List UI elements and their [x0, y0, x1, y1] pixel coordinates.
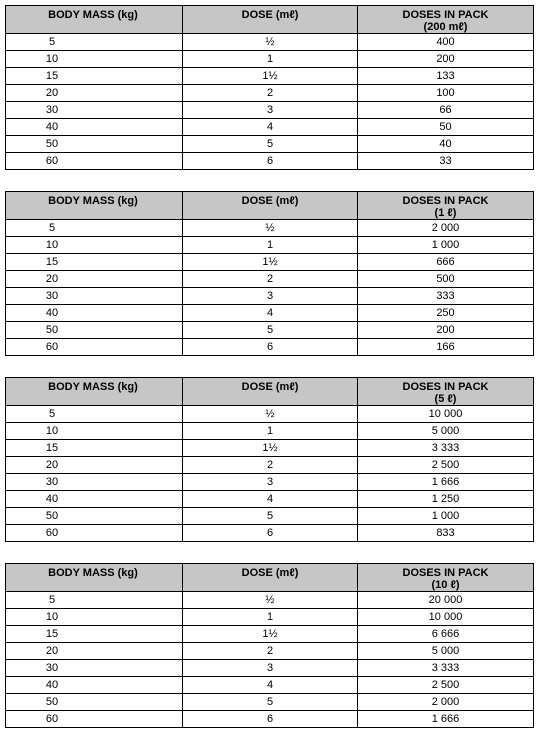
table-row	[6, 423, 534, 440]
cell-body-mass: 5	[6, 34, 183, 51]
cell-body-mass: 20	[6, 85, 183, 102]
cell-body-mass: 40	[6, 677, 183, 694]
cell-body-mass: 20	[6, 457, 183, 474]
cell-dose: 6	[183, 711, 358, 728]
header-body-mass: BODY MASS (kg)	[6, 378, 183, 406]
cell-body-mass: 15	[6, 68, 183, 85]
cell-dose: ½	[183, 220, 358, 237]
cell-body-mass: 10	[6, 237, 183, 254]
cell-dose: 6	[183, 525, 358, 542]
header-body-mass: BODY MASS (kg)	[6, 192, 183, 220]
cell-body-mass: 5	[6, 220, 183, 237]
table-row	[6, 711, 534, 728]
cell-dose: 1½	[183, 626, 358, 643]
cell-dose: 4	[183, 119, 358, 136]
table-row	[6, 153, 534, 170]
header-row	[6, 378, 534, 406]
cell-dose: 2	[183, 457, 358, 474]
cell-doses-in-pack: 1 000	[358, 508, 534, 525]
cell-dose: 3	[183, 660, 358, 677]
cell-dose: 6	[183, 339, 358, 356]
header-dose: DOSE (mℓ)	[183, 192, 358, 220]
table-row	[6, 136, 534, 153]
cell-body-mass: 15	[6, 254, 183, 271]
header-doses-in-pack	[358, 192, 534, 220]
cell-doses-in-pack: 1 666	[358, 711, 534, 728]
header-body-mass: BODY MASS (kg)	[6, 6, 183, 34]
header-doses-in-pack-label: DOSES IN PACK	[402, 381, 489, 393]
cell-doses-in-pack: 1 666	[358, 474, 534, 491]
table-row	[6, 322, 534, 339]
header-pack-size: (1 ℓ)	[434, 207, 457, 219]
cell-dose: 1½	[183, 440, 358, 457]
cell-dose: 5	[183, 136, 358, 153]
cell-body-mass: 50	[6, 694, 183, 711]
cell-body-mass: 60	[6, 525, 183, 542]
cell-body-mass: 30	[6, 474, 183, 491]
cell-body-mass: 40	[6, 119, 183, 136]
table-row	[6, 68, 534, 85]
cell-doses-in-pack: 400	[358, 34, 534, 51]
dosage-table-1	[5, 5, 534, 170]
cell-body-mass: 40	[6, 491, 183, 508]
table-row	[6, 85, 534, 102]
header-doses-in-pack	[358, 6, 534, 34]
dosage-table-2	[5, 191, 534, 356]
cell-body-mass: 5	[6, 592, 183, 609]
table-row	[6, 592, 534, 609]
table-row	[6, 305, 534, 322]
header-body-mass: BODY MASS (kg)	[6, 564, 183, 592]
header-dose: DOSE (mℓ)	[183, 6, 358, 34]
table-row	[6, 51, 534, 68]
cell-doses-in-pack: 2 500	[358, 457, 534, 474]
cell-body-mass: 30	[6, 102, 183, 119]
cell-body-mass: 60	[6, 711, 183, 728]
cell-body-mass: 60	[6, 339, 183, 356]
cell-doses-in-pack: 200	[358, 322, 534, 339]
cell-dose: 2	[183, 85, 358, 102]
cell-dose: 3	[183, 102, 358, 119]
cell-dose: 5	[183, 508, 358, 525]
cell-body-mass: 15	[6, 626, 183, 643]
cell-doses-in-pack: 333	[358, 288, 534, 305]
cell-doses-in-pack: 166	[358, 339, 534, 356]
header-pack-size: (200 mℓ)	[423, 21, 468, 33]
cell-body-mass: 50	[6, 508, 183, 525]
cell-body-mass: 30	[6, 288, 183, 305]
cell-doses-in-pack: 2 000	[358, 220, 534, 237]
cell-doses-in-pack: 3 333	[358, 440, 534, 457]
cell-dose: ½	[183, 34, 358, 51]
cell-body-mass: 15	[6, 440, 183, 457]
table-row	[6, 237, 534, 254]
cell-doses-in-pack: 500	[358, 271, 534, 288]
cell-dose: 5	[183, 322, 358, 339]
table-row	[6, 440, 534, 457]
table-row	[6, 474, 534, 491]
cell-doses-in-pack: 833	[358, 525, 534, 542]
cell-dose: 1	[183, 237, 358, 254]
header-row	[6, 192, 534, 220]
table-row	[6, 288, 534, 305]
cell-dose: 4	[183, 491, 358, 508]
cell-dose: 1	[183, 423, 358, 440]
cell-dose: 1	[183, 609, 358, 626]
cell-dose: 1½	[183, 68, 358, 85]
cell-dose: 6	[183, 153, 358, 170]
table-row	[6, 271, 534, 288]
table-row	[6, 220, 534, 237]
cell-doses-in-pack: 1 000	[358, 237, 534, 254]
cell-body-mass: 40	[6, 305, 183, 322]
cell-body-mass: 50	[6, 136, 183, 153]
cell-dose: 2	[183, 643, 358, 660]
cell-dose: 4	[183, 677, 358, 694]
table-row	[6, 34, 534, 51]
table-row	[6, 119, 534, 136]
cell-doses-in-pack: 5 000	[358, 643, 534, 660]
cell-body-mass: 20	[6, 271, 183, 288]
table-row	[6, 406, 534, 423]
cell-dose: 4	[183, 305, 358, 322]
cell-dose: ½	[183, 406, 358, 423]
cell-doses-in-pack: 6 666	[358, 626, 534, 643]
cell-body-mass: 10	[6, 609, 183, 626]
cell-doses-in-pack: 2 500	[358, 677, 534, 694]
cell-body-mass: 20	[6, 643, 183, 660]
cell-body-mass: 10	[6, 51, 183, 68]
table-row	[6, 626, 534, 643]
cell-dose: ½	[183, 592, 358, 609]
cell-dose: 3	[183, 474, 358, 491]
cell-body-mass: 60	[6, 153, 183, 170]
cell-doses-in-pack: 5 000	[358, 423, 534, 440]
dosage-table-4	[5, 563, 534, 728]
table-row	[6, 694, 534, 711]
cell-doses-in-pack: 20 000	[358, 592, 534, 609]
cell-dose: 5	[183, 694, 358, 711]
cell-doses-in-pack: 2 000	[358, 694, 534, 711]
table-row	[6, 609, 534, 626]
cell-doses-in-pack: 66	[358, 102, 534, 119]
header-dose: DOSE (mℓ)	[183, 378, 358, 406]
table-row	[6, 508, 534, 525]
cell-body-mass: 5	[6, 406, 183, 423]
table-row	[6, 102, 534, 119]
cell-dose: 3	[183, 288, 358, 305]
table-row	[6, 457, 534, 474]
cell-doses-in-pack: 10 000	[358, 406, 534, 423]
cell-doses-in-pack: 40	[358, 136, 534, 153]
table-row	[6, 643, 534, 660]
table-row	[6, 525, 534, 542]
cell-doses-in-pack: 250	[358, 305, 534, 322]
cell-doses-in-pack: 33	[358, 153, 534, 170]
cell-body-mass: 50	[6, 322, 183, 339]
table-row	[6, 254, 534, 271]
cell-doses-in-pack: 666	[358, 254, 534, 271]
table-row	[6, 660, 534, 677]
header-row	[6, 6, 534, 34]
cell-doses-in-pack: 200	[358, 51, 534, 68]
cell-doses-in-pack: 133	[358, 68, 534, 85]
header-row	[6, 564, 534, 592]
cell-doses-in-pack: 100	[358, 85, 534, 102]
table-row	[6, 491, 534, 508]
cell-dose: 1	[183, 51, 358, 68]
cell-doses-in-pack: 1 250	[358, 491, 534, 508]
cell-doses-in-pack: 50	[358, 119, 534, 136]
header-doses-in-pack-label: DOSES IN PACK	[402, 567, 489, 579]
cell-dose: 1½	[183, 254, 358, 271]
cell-body-mass: 10	[6, 423, 183, 440]
cell-doses-in-pack: 3 333	[358, 660, 534, 677]
header-pack-size: (10 ℓ)	[431, 579, 460, 591]
cell-doses-in-pack: 10 000	[358, 609, 534, 626]
header-doses-in-pack-label: DOSES IN PACK	[402, 195, 489, 207]
header-doses-in-pack	[358, 564, 534, 592]
cell-body-mass: 30	[6, 660, 183, 677]
dosage-table-3	[5, 377, 534, 542]
header-doses-in-pack-label: DOSES IN PACK	[402, 9, 489, 21]
header-dose: DOSE (mℓ)	[183, 564, 358, 592]
header-doses-in-pack	[358, 378, 534, 406]
table-row	[6, 339, 534, 356]
table-row	[6, 677, 534, 694]
header-pack-size: (5 ℓ)	[434, 393, 457, 405]
cell-dose: 2	[183, 271, 358, 288]
